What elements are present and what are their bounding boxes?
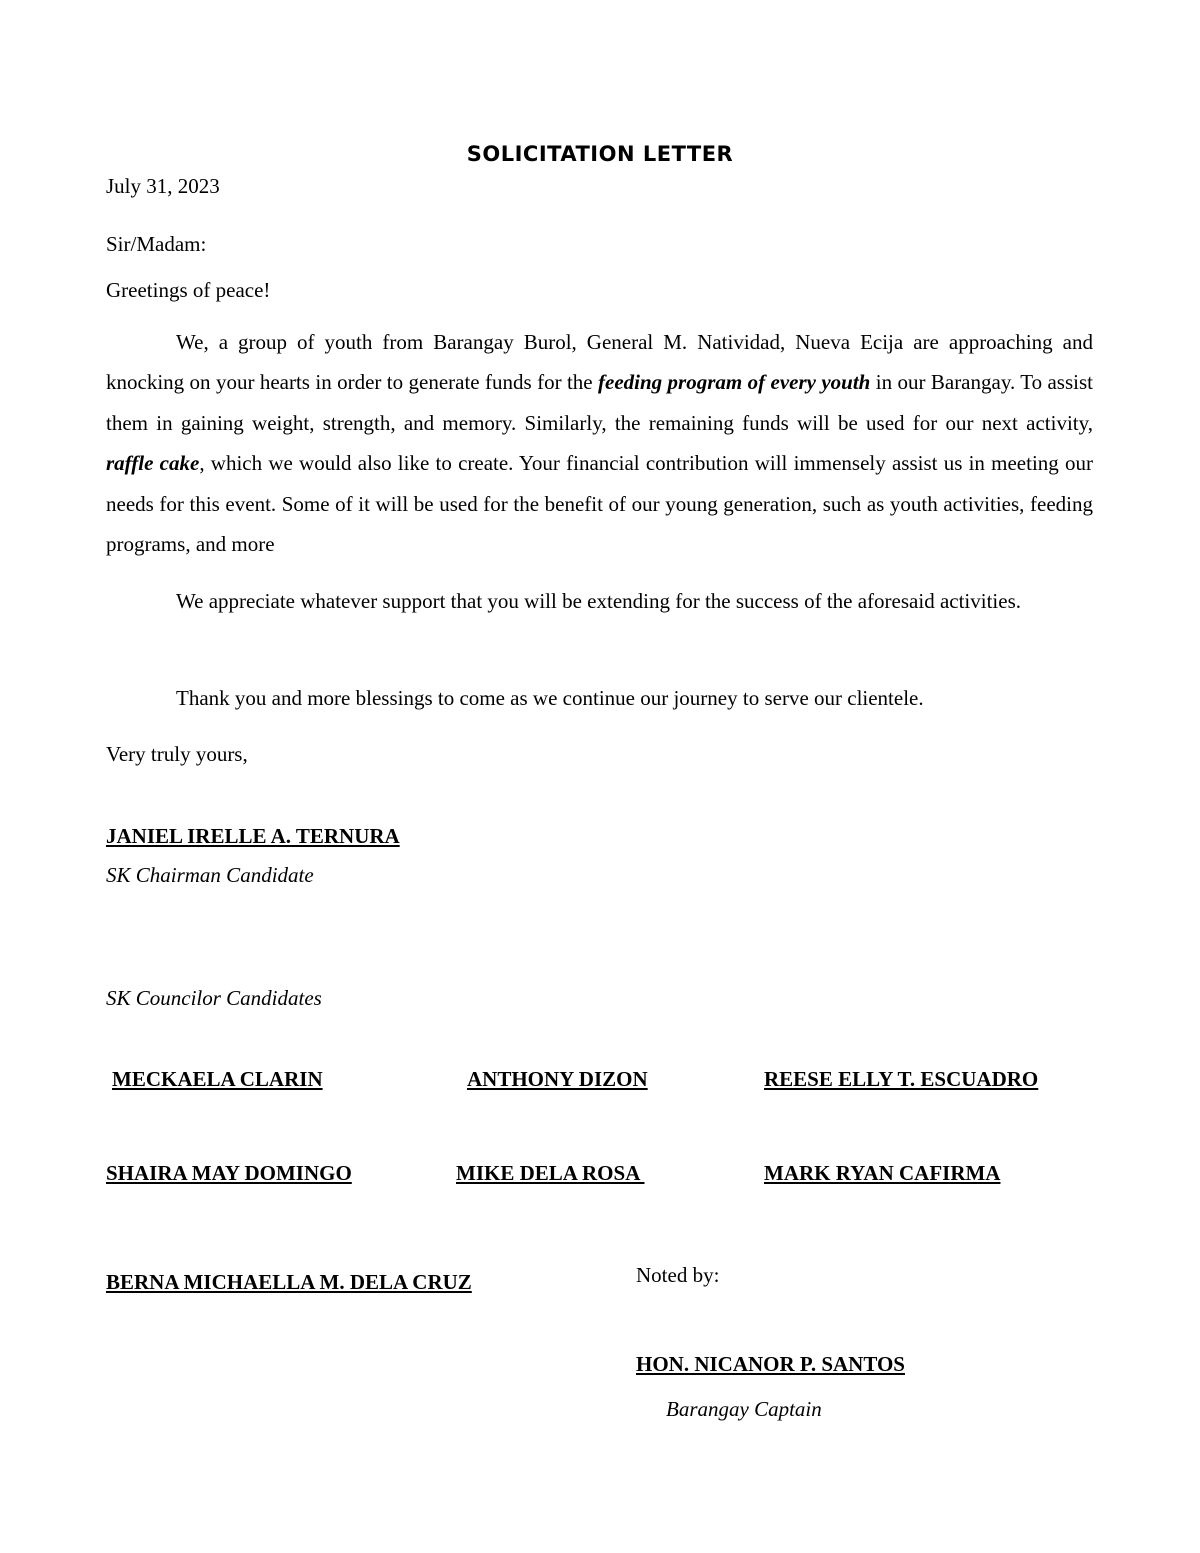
councilor-name: MECKAELA CLARIN <box>112 1067 323 1091</box>
p1-text-e: , which we would also like to create. Your financial contribution will immensely assist us in meeting our needs for this event. Some of it will be used for the benefit of our young generation, such as youth activities, feeding programs, and more <box>106 451 1094 557</box>
chairman-role: SK Chairman Candidate <box>106 863 314 887</box>
body-paragraph-1 <box>106 322 1093 564</box>
councilor-name: BERNA MICHAELLA M. DELA CRUZ <box>106 1270 472 1294</box>
councilor-name: MARK RYAN CAFIRMA <box>764 1161 1001 1185</box>
letter-title: SOLICITATION LETTER <box>466 142 734 166</box>
captain-name: HON. NICANOR P. SANTOS <box>636 1352 905 1376</box>
chairman-name: JANIEL IRELLE A. TERNURA <box>106 824 400 848</box>
closing: Very truly yours, <box>106 742 248 766</box>
body-paragraph-3: Thank you and more blessings to come as we continue our journey to serve our clientele. <box>176 686 924 710</box>
councilor-heading: SK Councilor Candidates <box>106 986 322 1010</box>
noted-by-label: Noted by: <box>636 1263 720 1287</box>
letter-date: July 31, 2023 <box>106 174 220 198</box>
councilor-name: REESE ELLY T. ESCUADRO <box>764 1067 1039 1091</box>
councilor-name: SHAIRA MAY DOMINGO <box>106 1161 352 1185</box>
p1-emphasis-raffle-cake: raffle cake <box>106 451 200 476</box>
captain-role: Barangay Captain <box>666 1397 822 1421</box>
p1-text-c: in our Barangay. To assist them in gaining weight, strength, and memory. Similarly, the remaining funds will be used for our next activity, <box>106 370 1093 435</box>
salutation: Sir/Madam: <box>106 232 207 256</box>
councilor-name: MIKE DELA ROSA <box>456 1161 645 1185</box>
councilor-name: ANTHONY DIZON <box>467 1067 648 1091</box>
p1-text-a: We, a group of youth from Barangay Burol, General M. Natividad, Nueva Ecija are approaching and knocking on your hearts in order to generate funds for the <box>106 330 1093 395</box>
greeting: Greetings of peace! <box>106 278 271 302</box>
body-paragraph-2: We appreciate whatever support that you will be extending for the success of the aforesaid activities. <box>176 589 1022 613</box>
p1-emphasis-feeding-program: feeding program of every youth <box>598 370 871 395</box>
